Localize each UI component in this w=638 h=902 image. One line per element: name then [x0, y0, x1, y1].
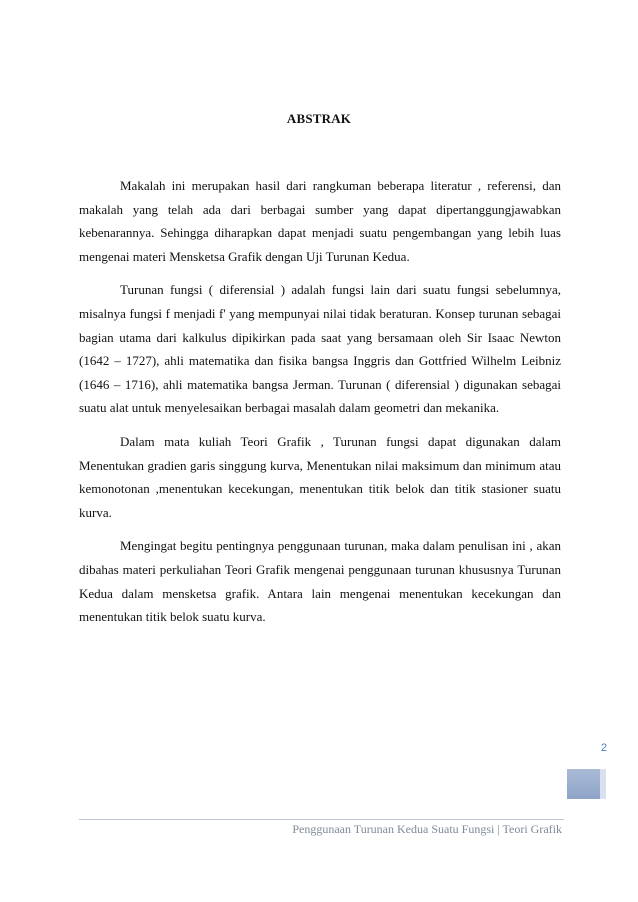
- abstract-body: [79, 174, 561, 639]
- page-title: ABSTRAK: [286, 111, 352, 126]
- paragraph-4: Mengingat begitu pentingnya penggunaan turunan, maka dalam penulisan ini , akan dibahas materi perkuliahan Teori Grafik mengenai penggunaan turunan khususnya Turunan Kedua dalam mensketsa grafik. Antara lain mengenai menentukan kecekungan dan menentukan titik belok suatu kurva.: [79, 538, 561, 625]
- page-corner-decoration: [567, 769, 602, 799]
- footer-divider: [79, 819, 564, 820]
- page-number: 2: [600, 742, 607, 754]
- paragraph-1: Makalah ini merupakan hasil dari rangkuman beberapa literatur , referensi, dan makalah yang telah ada dari berbagai sumber yang dapat dipertanggungjawabkan kebenarannya. Sehingga diharapkan dapat menjadi suatu pengembangan yang lebih luas mengenai materi Mensketsa Grafik dengan Uji Turunan Kedua.: [79, 178, 561, 264]
- paragraph-2: Turunan fungsi ( diferensial ) adalah fungsi lain dari suatu fungsi sebelumnya, misalnya fungsi f menjadi f' yang mempunyai nilai tidak beraturan. Konsep turunan sebagai bagian utama dari kalkulus dipikirkan pada saat yang bersamaan oleh Sir Isaac Newton (1642 – 1727), ahli matematika dan fisika bangsa Inggris dan Gottfried Wilhelm Leibniz (1646 – 1716), ahli matematika bangsa Jerman. Turunan ( diferensial ) digunakan sebagai suatu alat untuk menyelesaikan berbagai masalah dalam geometri dan mekanika.: [79, 282, 561, 416]
- footer-text: Penggunaan Turunan Kedua Suatu Fungsi | Teori Grafik: [292, 822, 562, 836]
- paragraph-3: Dalam mata kuliah Teori Grafik , Turunan fungsi dapat digunakan dalam Menentukan gradien garis singgung kurva, Menentukan nilai maksimum dan minimum atau kemonotonan ,menentukan kecekungan, menentukan titik belok dan titik stasioner suatu kurva.: [79, 433, 561, 520]
- page-corner-shadow: [600, 769, 606, 799]
